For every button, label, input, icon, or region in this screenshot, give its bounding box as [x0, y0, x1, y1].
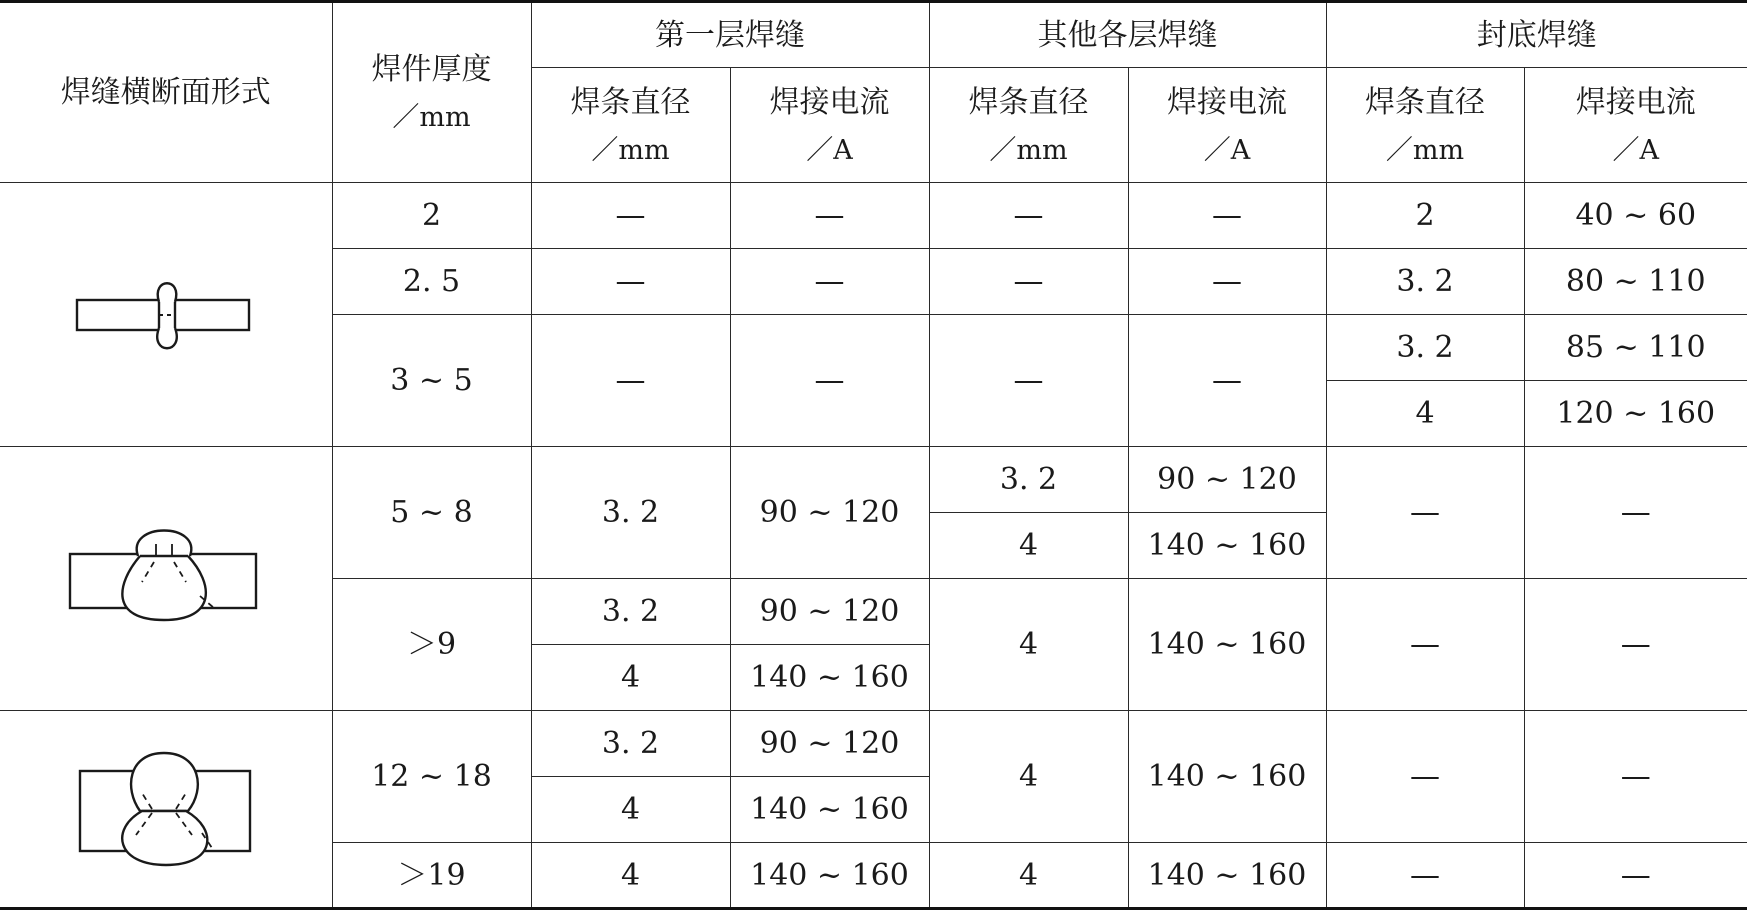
- cell: —: [1326, 843, 1524, 909]
- cell: 90 ~ 120: [730, 711, 929, 777]
- thickness-cell: 12 ~ 18: [332, 711, 531, 843]
- header-thickness: [332, 2, 531, 183]
- cell: 4: [929, 711, 1128, 843]
- cell: 85 ~ 110: [1524, 315, 1747, 381]
- cell: 140 ~ 160: [1128, 711, 1326, 843]
- cell: —: [1326, 447, 1524, 579]
- cell: —: [730, 249, 929, 315]
- header-first-layer: 第一层焊缝: [531, 2, 929, 68]
- header-rod-unit: ／mm: [1385, 134, 1465, 166]
- table-row: [0, 183, 1747, 249]
- thickness-cell: 2: [332, 183, 531, 249]
- cell: 4: [531, 843, 730, 909]
- cell: 3. 2: [929, 447, 1128, 513]
- cell: 140 ~ 160: [1128, 513, 1326, 579]
- header-first-current: [730, 68, 929, 183]
- cell: —: [730, 315, 929, 447]
- cell: —: [1524, 711, 1747, 843]
- header-rod-unit: ／mm: [591, 134, 670, 166]
- header-backing-weld: 封底焊缝: [1326, 2, 1747, 68]
- double-v-multi-pass-weld-icon: [66, 749, 266, 869]
- cell: 4: [531, 777, 730, 843]
- header-row-1: [0, 2, 1747, 68]
- double-sided-weld-bead-icon: [71, 275, 261, 355]
- cell: —: [929, 249, 1128, 315]
- header-cross-section: 焊缝横断面形式: [0, 2, 332, 183]
- cell: —: [1326, 579, 1524, 711]
- header-other-current: [1128, 68, 1326, 183]
- header-thickness-unit: ／mm: [392, 102, 471, 134]
- cell: 120 ~ 160: [1524, 381, 1747, 447]
- cell: 90 ~ 120: [1128, 447, 1326, 513]
- weld-shape-cell: [0, 447, 332, 711]
- cell: 80 ~ 110: [1524, 249, 1747, 315]
- header-current-unit: ／A: [1612, 134, 1659, 166]
- thickness-cell: 5 ~ 8: [332, 447, 531, 579]
- header-current-label: 焊接电流: [1167, 84, 1287, 120]
- cell: —: [1128, 315, 1326, 447]
- table-row: [0, 447, 1747, 513]
- weld-shape-cell: [0, 711, 332, 909]
- cell: —: [531, 315, 730, 447]
- cell: 4: [531, 645, 730, 711]
- thickness-cell: 2. 5: [332, 249, 531, 315]
- cell: 140 ~ 160: [1128, 579, 1326, 711]
- cell: —: [1524, 447, 1747, 579]
- cell: 140 ~ 160: [730, 645, 929, 711]
- header-rod-label: 焊条直径: [1365, 84, 1485, 120]
- cell: —: [1524, 579, 1747, 711]
- cell: —: [531, 249, 730, 315]
- thickness-cell: 3 ~ 5: [332, 315, 531, 447]
- cell: —: [929, 183, 1128, 249]
- header-thickness-label: 焊件厚度: [371, 52, 492, 88]
- header-rod-unit: ／mm: [989, 134, 1068, 166]
- header-current-label: 焊接电流: [769, 84, 890, 120]
- single-v-multi-pass-weld-icon: [66, 524, 266, 634]
- cell: 2: [1326, 183, 1524, 249]
- thickness-cell: ＞19: [332, 843, 531, 909]
- cell: 140 ~ 160: [1128, 843, 1326, 909]
- header-backing-rod: [1326, 68, 1524, 183]
- cell: —: [1326, 711, 1524, 843]
- cell: 4: [1326, 381, 1524, 447]
- header-rod-label: 焊条直径: [968, 84, 1089, 120]
- header-other-rod: [929, 68, 1128, 183]
- weld-shape-cell: [0, 183, 332, 447]
- header-other-layers: 其他各层焊缝: [929, 2, 1326, 68]
- header-backing-current: [1524, 68, 1747, 183]
- thickness-cell: ＞9: [332, 579, 531, 711]
- header-current-unit: ／A: [1203, 134, 1251, 166]
- cell: —: [730, 183, 929, 249]
- header-first-rod: [531, 68, 730, 183]
- cell: 140 ~ 160: [730, 843, 929, 909]
- cell: 3. 2: [531, 447, 730, 579]
- cell: 3. 2: [531, 579, 730, 645]
- cell: —: [929, 315, 1128, 447]
- cell: —: [531, 183, 730, 249]
- cell: 3. 2: [1326, 315, 1524, 381]
- cell: —: [1128, 249, 1326, 315]
- header-rod-label: 焊条直径: [570, 84, 691, 120]
- cell: 140 ~ 160: [730, 777, 929, 843]
- cell: 90 ~ 120: [730, 447, 929, 579]
- header-current-unit: ／A: [806, 134, 853, 166]
- cell: —: [1524, 843, 1747, 909]
- cell: 4: [929, 579, 1128, 711]
- cell: 40 ~ 60: [1524, 183, 1747, 249]
- table-row: [0, 711, 1747, 777]
- cell: 4: [929, 843, 1128, 909]
- cell: 90 ~ 120: [730, 579, 929, 645]
- cell: —: [1128, 183, 1326, 249]
- header-current-label: 焊接电流: [1575, 84, 1696, 120]
- cell: 3. 2: [1326, 249, 1524, 315]
- cell: 3. 2: [531, 711, 730, 777]
- cell: 4: [929, 513, 1128, 579]
